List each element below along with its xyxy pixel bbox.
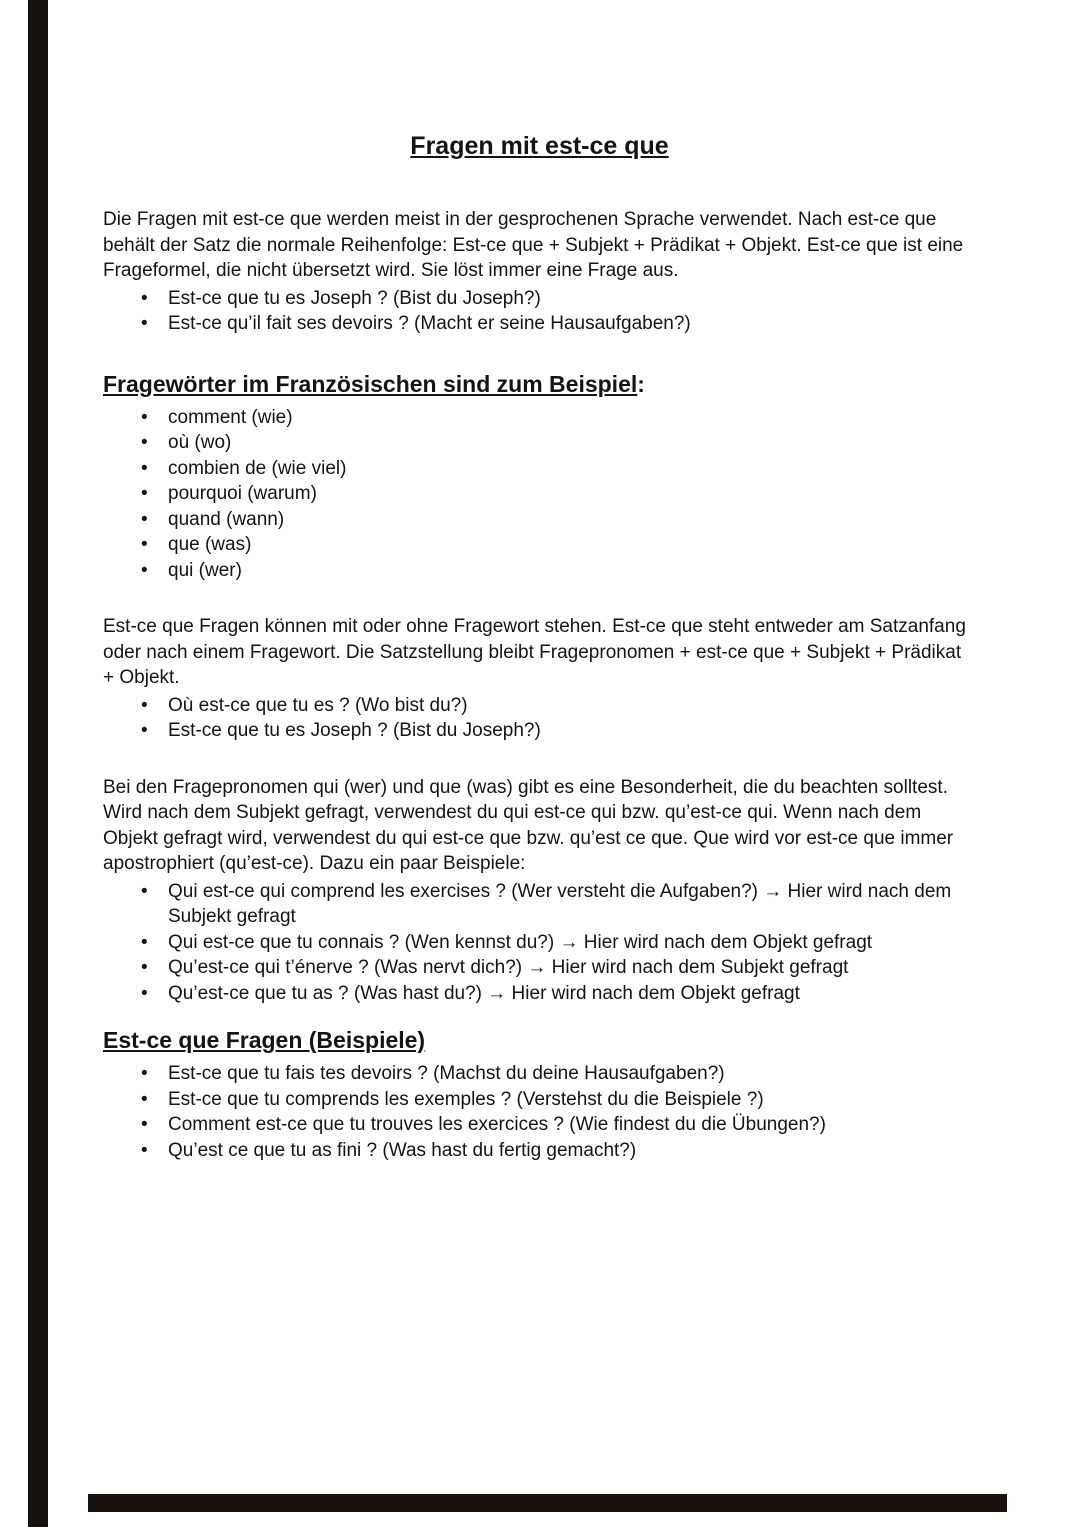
final-examples-heading <box>103 1026 976 1054</box>
list-item: • que (was) <box>103 532 976 558</box>
list-item: • pourquoi (warum) <box>103 481 976 507</box>
list-item: • Est-ce que tu fais tes devoirs ? (Machst du deine Hausaufgaben?) <box>103 1061 976 1087</box>
question-words-list <box>103 405 976 584</box>
list-item: • Est-ce que tu es Joseph ? (Bist du Joseph?) <box>103 718 976 744</box>
list-item: • combien de (wie viel) <box>103 456 976 482</box>
list-item: • qui (wer) <box>103 558 976 584</box>
page-title-text: Fragen mit est-ce que <box>410 132 669 160</box>
intro-paragraph: Die Fragen mit est-ce que werden meist in der gesprochenen Sprache verwendet. Nach est-ce que behält der Satz die normale Reihenfolge: Est-ce que + Subjekt + Prädikat + Objekt. Est-ce que ist eine Frageformel, die nicht übersetzt wird. Sie löst immer eine Frage aus. <box>103 209 964 281</box>
usage-paragraph: Est-ce que Fragen können mit oder ohne Fragewort stehen. Est-ce que steht entweder am Satzanfang oder nach einem Fragewort. Die Satzstellung bleibt Fragepronomen + est-ce que + Subjekt + Prädikat + Objekt. <box>103 616 966 688</box>
pronoun-examples-list <box>103 879 976 1007</box>
final-examples-list <box>103 1061 976 1163</box>
list-item: • où (wo) <box>103 430 976 456</box>
document-content <box>103 0 976 1163</box>
list-item: • Qui est-ce qui comprend les exercises ? (Wer versteht die Aufgaben?) → Hier wird nach dem Subjekt gefragt <box>103 879 976 930</box>
list-item: • Est-ce qu’il fait ses devoirs ? (Macht er seine Hausaufgaben?) <box>103 311 976 337</box>
list-item: • Qui est-ce que tu connais ? (Wen kennst du?) → Hier wird nach dem Objekt gefragt <box>103 930 976 956</box>
list-item: • Où est-ce que tu es ? (Wo bist du?) <box>103 693 976 719</box>
list-item: • Qu’est-ce que tu as ? (Was hast du?) → Hier wird nach dem Objekt gefragt <box>103 981 976 1007</box>
page-bottom-edge-shadow <box>88 1494 1007 1512</box>
list-item: • quand (wann) <box>103 507 976 533</box>
page-title <box>103 131 976 161</box>
list-item: • Qu’est ce que tu as fini ? (Was hast du fertig gemacht?) <box>103 1138 976 1164</box>
question-words-heading-text: Fragewörter im Französischen sind zum Beispiel <box>103 370 638 397</box>
list-item: • Qu’est-ce qui t’énerve ? (Was nervt dich?) → Hier wird nach dem Subjekt gefragt <box>103 955 976 981</box>
pronoun-paragraph: Bei den Fragepronomen qui (wer) und que (was) gibt es eine Besonderheit, die du beachten solltest. Wird nach dem Subjekt gefragt, verwendest du qui est-ce qui bzw. qu’est-ce qui. Wenn nach dem Objekt gefragt wird, verwendest du qui est-ce que bzw. qu’est ce que. Que wird vor est-ce que immer apostrophiert (qu’est-ce). Dazu ein paar Beispiele: <box>103 776 954 874</box>
intro-examples-list <box>103 286 976 337</box>
list-item: • Est-ce que tu comprends les exemples ? (Verstehst du die Beispiele ?) <box>103 1087 976 1113</box>
list-item: • Comment est-ce que tu trouves les exercices ? (Wie findest du die Übungen?) <box>103 1112 976 1138</box>
page-left-edge-shadow <box>28 0 48 1527</box>
final-examples-heading-text: Est-ce que Fragen (Beispiele) <box>103 1027 426 1053</box>
question-words-heading-colon: : <box>637 370 645 397</box>
usage-examples-list <box>103 693 976 744</box>
question-words-heading <box>103 370 976 398</box>
list-item: • comment (wie) <box>103 405 976 431</box>
list-item: • Est-ce que tu es Joseph ? (Bist du Joseph?) <box>103 286 976 312</box>
